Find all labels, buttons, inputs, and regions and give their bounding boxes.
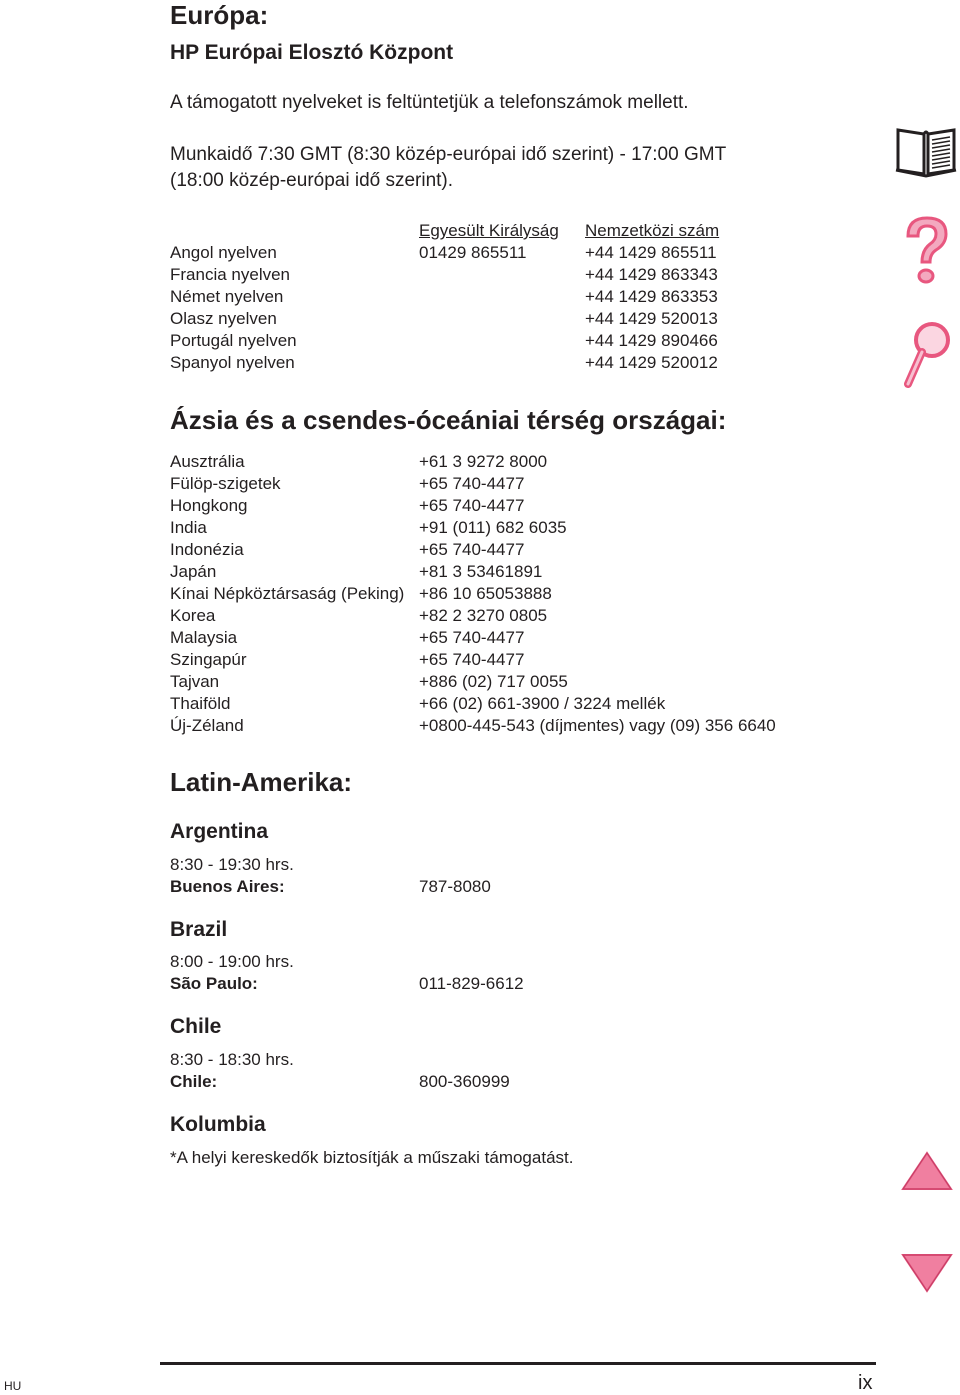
book-icon[interactable] [894,124,958,178]
europe-row-language: Spanyol nyelven [170,353,295,372]
footer-page-number: ix [858,1372,873,1394]
latam-heading: Latin-Amerika: [170,767,353,797]
asia-row-phone: +65 740-4477 [419,474,525,493]
brazil-phone: 011-829-6612 [419,974,524,993]
asia-heading: Ázsia és a csendes-óceániai térség országai: [170,405,727,435]
europe-center-title: HP Európai Elosztó Központ [170,41,454,64]
chile-hours: 8:30 - 18:30 hrs. [170,1050,294,1069]
asia-row-phone: +0800-445-543 (díjmentes) vagy (09) 356 6640 [419,716,776,735]
europe-hours-line1: Munkaidő 7:30 GMT (8:30 közép-európai idő szerint) - 17:00 GMT [170,144,727,165]
question-mark-icon[interactable] [900,214,954,290]
triangle-up-icon[interactable] [900,1150,954,1192]
triangle-down-icon[interactable] [900,1252,954,1294]
europe-hours-line2: (18:00 közép-európai idő szerint). [170,170,454,191]
asia-row-country: Tajvan [170,672,220,691]
europe-row-language: Német nyelven [170,287,284,306]
column-header-international: Nemzetközi szám [585,221,720,240]
magnifier-icon[interactable] [900,318,954,390]
asia-row-phone: +65 740-4477 [419,628,525,647]
asia-row-phone: +65 740-4477 [419,496,525,515]
asia-row-phone: +82 2 3270 0805 [419,606,548,625]
asia-row-country: Szingapúr [170,650,247,669]
brazil-city: São Paulo: [170,974,258,993]
asia-row-phone: +61 3 9272 8000 [419,452,548,471]
europe-row-international-number: +44 1429 863343 [585,265,718,284]
colombia-note: *A helyi kereskedők biztosítják a műszaki támogatást. [170,1148,574,1167]
footer-language: HU [4,1379,22,1393]
asia-row-country: Ausztrália [170,452,245,471]
asia-row-phone: +66 (02) 661-3900 / 3224 mellék [419,694,666,713]
asia-row-country: Japán [170,562,217,581]
asia-row-country: Hongkong [170,496,248,515]
argentina-hours: 8:30 - 19:30 hrs. [170,855,294,874]
brazil-hours: 8:00 - 19:00 hrs. [170,952,294,971]
asia-row-country: Indonézia [170,540,244,559]
asia-row-phone: +86 10 65053888 [419,584,552,603]
asia-row-country: Fülöp-szigetek [170,474,281,493]
asia-row-country: Korea [170,606,216,625]
asia-row-phone: +886 (02) 717 0055 [419,672,568,691]
asia-row-phone: +65 740-4477 [419,540,525,559]
europe-row-international-number: +44 1429 890466 [585,331,718,350]
europe-row-international-number: +44 1429 520013 [585,309,718,328]
europe-row-language: Portugál nyelven [170,331,297,350]
column-header-uk: Egyesült Királyság [419,221,559,240]
asia-row-country: Thaiföld [170,694,231,713]
europe-row-international-number: +44 1429 520012 [585,353,718,372]
brazil-title: Brazil [170,918,228,941]
argentina-title: Argentina [170,820,269,843]
europe-row-language: Angol nyelven [170,243,277,262]
asia-row-phone: +81 3 53461891 [419,562,543,581]
europe-row-international-number: +44 1429 863353 [585,287,718,306]
asia-row-country: Malaysia [170,628,238,647]
asia-row-phone: +91 (011) 682 6035 [419,518,567,537]
asia-row-phone: +65 740-4477 [419,650,525,669]
europe-row-language: Francia nyelven [170,265,291,284]
argentina-phone: 787-8080 [419,877,491,896]
europe-heading: Európa: [170,0,269,30]
chile-city: Chile: [170,1072,218,1091]
chile-title: Chile [170,1015,222,1038]
europe-row-international-number: +44 1429 865511 [585,243,717,262]
asia-row-country: Új-Zéland [170,716,244,735]
argentina-city: Buenos Aires: [170,877,285,896]
asia-row-country: India [170,518,207,537]
asia-row-country: Kínai Népköztársaság (Peking) [170,584,405,603]
colombia-title: Kolumbia [170,1113,266,1136]
chile-phone: 800-360999 [419,1072,510,1091]
europe-note: A támogatott nyelveket is feltüntetjük a telefonszámok mellett. [170,92,689,113]
europe-row-language: Olasz nyelven [170,309,277,328]
europe-row-uk-number: 01429 865511 [419,243,527,262]
footer-rule [160,1362,876,1365]
